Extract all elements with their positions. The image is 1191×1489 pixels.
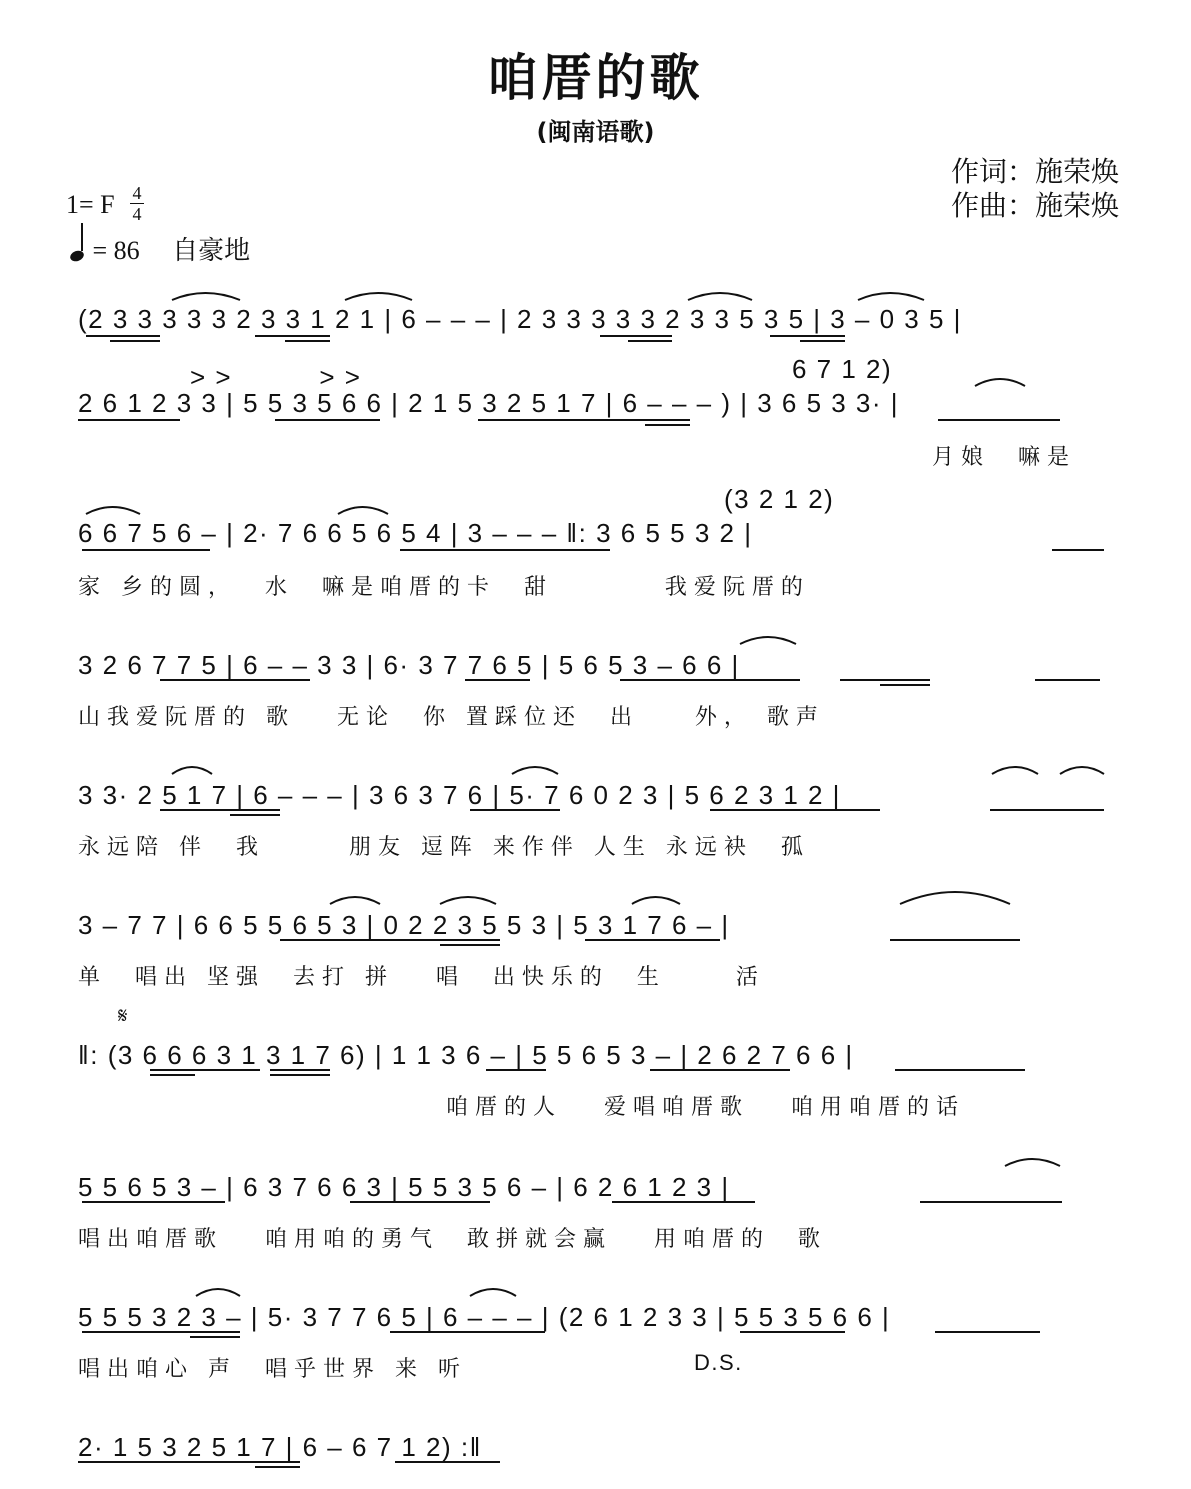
song-title: 咱厝的歌 bbox=[487, 49, 704, 107]
staff-line-9-notes: 5 5 5 3 2 3 – | 5· 3 7 7 6 5 | 6 – – – | (2 6 1 2 3 3 | 5 5 3 5 6 6 | bbox=[78, 1302, 891, 1332]
staff-line-1-notes: (2 3 3 3 3 3 2 3 3 1 2 1 | 6 – – – | 2 3 3 3 3 3 2 3 3 5 3 5 | 3 – 0 3 5 | bbox=[78, 304, 962, 334]
time-signature-top: 4 bbox=[132, 183, 142, 203]
staff-line-6-lyrics: 单 唱出 坚强 去打 拼 唱 出快乐的 生 活 bbox=[78, 965, 765, 990]
staff-line-5-lyrics: 永远陪 伴 我 朋友 逗阵 来作伴 人生 永远袂 孤 bbox=[78, 835, 810, 860]
staff-line-5-notes: 3 3· 2 5 1 7 | 6 – – – | 3 6 3 7 6 | 5· 7 6 0 2 3 | 5 6 2 3 1 2 | bbox=[78, 780, 841, 810]
staff-line-7-notes: ‖: (3 6 6 6 3 1 3 1 7 6) | 1 1 3 6 – | 5 5 6 5 3 – | 2 6 2 7 6 6 | bbox=[78, 1040, 854, 1070]
song-subtitle: (闽南语歌) bbox=[536, 118, 655, 146]
time-signature-bottom: 4 bbox=[132, 204, 142, 224]
tempo-value: = 86 bbox=[92, 236, 140, 265]
staff-line-7-lyrics: 咱厝的人 爱唱咱厝歌 咱用咱厝的话 bbox=[446, 1095, 965, 1120]
staff-line-10-notes: 2· 1 5 3 2 5 1 7 | 6 – 6 7 1 2) :‖ bbox=[78, 1432, 482, 1462]
staff-line-8-lyrics: 唱出咱厝歌 咱用咱的勇气 敢拼就会赢 用咱厝的 歌 bbox=[78, 1227, 827, 1252]
composer-credit: 作曲：施荣焕 bbox=[950, 189, 1119, 222]
staff-line-4-lyrics: 山我爱阮厝的 歌 无论 你 置踩位还 出 外， 歌声 bbox=[78, 705, 825, 730]
staff-line-2-notes: 2 6 1 2 3 3 | 5 5 3 5 6 6 | 2 1 5 3 2 5 1 7 | 6 – – – ) | 3 6 5 3 3· | bbox=[78, 388, 900, 418]
staff-line-2-accents: > > > > bbox=[190, 362, 362, 392]
staff-line-4-notes: 3 2 6 7 7 5 | 6 – – 3 3 | 6· 3 7 7 6 5 | 5 6 5 3 – 6 6 | bbox=[78, 650, 740, 680]
staff-line-3-above: (3 2 1 2) bbox=[724, 484, 835, 514]
segno-icon: 𝄋 bbox=[118, 1004, 128, 1029]
staff-line-6-notes: 3 – 7 7 | 6 6 5 5 6 5 3 | 0 2 2 3 5 5 3 | 5 3 1 7 6 – | bbox=[78, 910, 730, 940]
da-segno-mark: D.S. bbox=[694, 1350, 743, 1375]
lyricist-credit: 作词：施荣焕 bbox=[950, 155, 1119, 188]
staff-line-8-notes: 5 5 6 5 3 – | 6 3 7 6 6 3 | 5 5 3 5 6 – | 6 2 6 1 2 3 | bbox=[78, 1172, 730, 1202]
staff-line-3-notes: 6 6 7 5 6 – | 2· 7 6 6 5 6 5 4 | 3 – – – ‖: 3 6 5 5 3 2 | bbox=[78, 518, 753, 548]
key-signature: 1= F bbox=[66, 190, 115, 219]
staff-line-9-lyrics: 唱出咱心 声 唱乎世界 来 听 bbox=[78, 1357, 467, 1382]
staff-line-2-above: 6 7 1 2) bbox=[792, 354, 893, 384]
staff-line-2-lyrics: 月娘 嘛是 bbox=[932, 445, 1076, 470]
staff-line-3-lyrics: 家 乡的圆， 水 嘛是咱厝的卡 甜 我爱阮厝的 bbox=[78, 575, 810, 600]
expression-mark: 自豪地 bbox=[172, 236, 251, 266]
